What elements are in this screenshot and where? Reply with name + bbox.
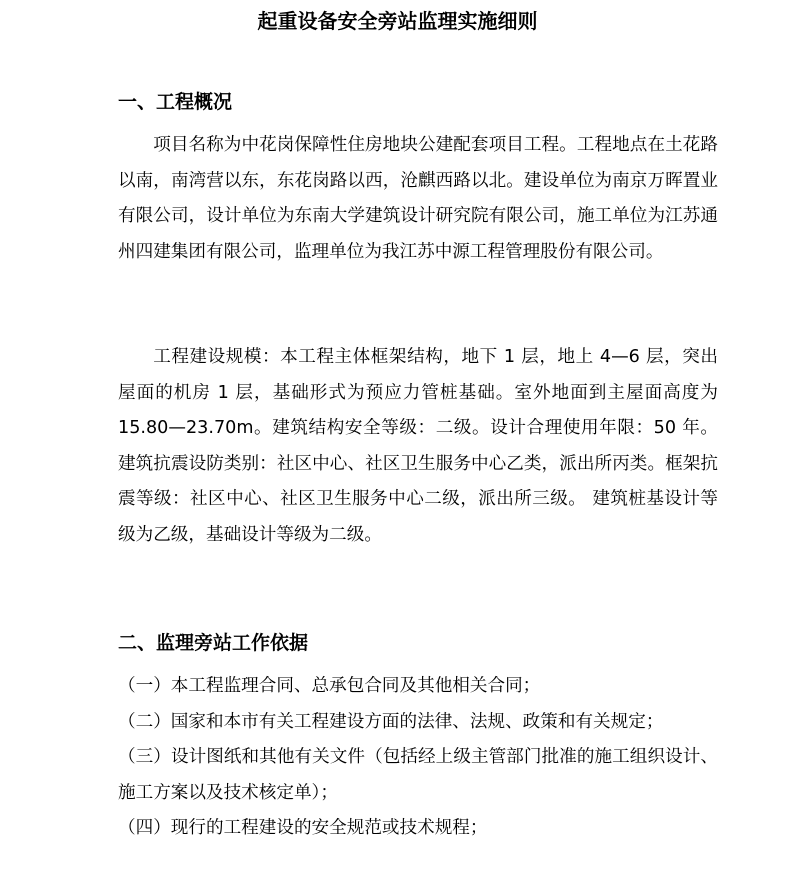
paragraph-project-info: 项目名称为中花岗保障性住房地块公建配套项目工程。工程地点在土花路以南，南湾营以东，东花岗路以西，沧麒西路以北。建设单位为南京万晖置业有限公司，设计单位为东南大学建筑设计研究院有限公司，施工单位为江苏通州四建集团有限公司，监理单位为我江苏中源工程管理股份有限公司。 <box>118 135 718 262</box>
paragraph-construction-scale: 工程建设规模：本工程主体框架结构，地下 1 层，地上 4—6 层，突出屋面的机房 1 层，基础形式为预应力管桩基础。室外地面到主屋面高度为 15.80—23.70m。建筑结构安全等级：二级。设计合理使用年限：50 年。建筑抗震设防类别：社区中心、社区卫生服务中心乙类，派出所丙类。框架抗震等级：社区中心、社区卫生服务中心二级，派出所三级。 建筑桩基设计等级为乙级，基础设计等级为二级。 <box>118 347 718 545</box>
document-title: 起重设备安全旁站监理实施细则 <box>257 9 538 33</box>
section-heading-supervision-basis: 二、监理旁站工作依据 <box>118 632 309 654</box>
basis-item-laws-regulations: （二）国家和本市有关工程建设方面的法律、法规、政策和有关规定； <box>118 711 664 732</box>
basis-item-design-documents: （三）设计图纸和其他有关文件（包括经上级主管部门批准的施工组织设计、施工方案以及技术核定单）； <box>118 747 718 803</box>
basis-item-contracts: （一）本工程监理合同、总承包合同及其他相关合同； <box>118 676 541 696</box>
basis-item-safety-codes: （四）现行的工程建设的安全规范或技术规程； <box>118 818 488 838</box>
basis-list <box>118 669 718 847</box>
section-heading-project-overview: 一、工程概况 <box>118 91 233 113</box>
